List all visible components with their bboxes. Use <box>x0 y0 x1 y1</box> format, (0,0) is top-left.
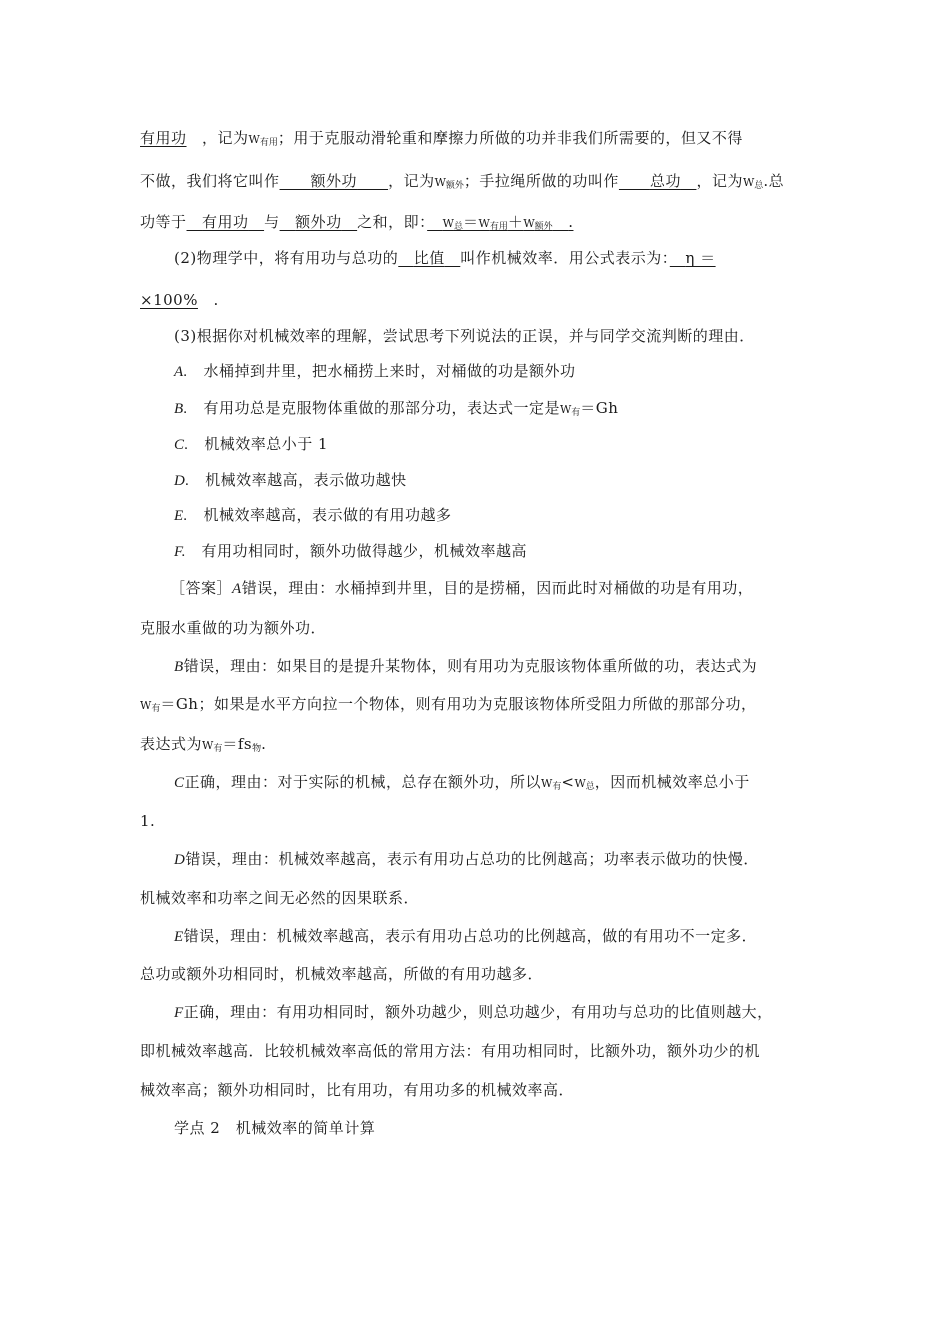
answer-b-line2: $W_有=Gh$；如果是水平方向拉一个物体，则有用功为克服该物体所受阻力所做的那部分功， <box>140 695 757 714</box>
answer-a-line2: 克服水重做的功为额外功． <box>140 619 327 637</box>
option-f: F. 有用功相同时，额外功做得越少，机械效率越高 <box>174 542 528 560</box>
text-line: ×100% . <box>140 291 219 309</box>
formula-blank: $W_总=W_{有用}+W_{额外}$ . <box>442 213 574 232</box>
answer-e-line1: E错误，理由：机械效率越高，表示有用功占总功的比例越高，做的有用功不一定多． <box>174 927 758 945</box>
option-b: B. 有用功总是克服物体重做的那部分功，表达式一定是$W_有=Gh$ <box>174 399 619 418</box>
answer-blank: 有用功 <box>140 129 187 147</box>
section-heading: 学点 2 机械效率的简单计算 <box>174 1119 376 1137</box>
answer-blank: 额外功 <box>295 213 342 231</box>
answer-blank: 总功 <box>649 172 681 190</box>
option-c: C. 机械效率总小于 1 <box>174 435 329 453</box>
formula-blank: η ＝ <box>685 249 716 267</box>
option-a: A. 水桶掉到井里，把水桶捞上来时，对桶做的功是额外功 <box>174 362 576 380</box>
answer-e-line2: 总功或额外功相同时，机械效率越高，所做的有用功越多． <box>140 965 544 983</box>
answer-a-line1: ［答案］A错误，理由：水桶掉到井里，目的是捞桶，因而此时对桶做的功是有用功， <box>170 579 754 597</box>
answer-blank: 比值 <box>413 249 445 267</box>
option-d: D. 机械效率越高，表示做功越快 <box>174 471 407 489</box>
answer-b-line1: B错误，理由：如果目的是提升某物体，则有用功为克服该物体重所做的功，表达式为 <box>174 657 758 675</box>
answer-b-line3: 表达式为$W_有=fs_物$. <box>140 735 267 754</box>
text-line: 有用功 ，记为$W_{有用}$；用于克服动滑轮重和摩擦力所做的功并非我们所需要的，但又不得 <box>140 129 743 148</box>
answer-blank: 有用功 <box>202 213 249 231</box>
question-prompt: (3)根据你对机械效率的理解，尝试思考下列说法的正误，并与同学交流判断的理由． <box>174 327 755 345</box>
text-line: 不做，我们将它叫作 额外功 ，记为$W_{额外}$；手拉绳所做的功叫作 总功 ，记为$W_总$.总 <box>140 172 785 191</box>
formula-blank: ×100% <box>140 291 198 309</box>
option-e: E. 机械效率越高，表示做的有用功越多 <box>174 506 452 524</box>
answer-f-line2: 即机械效率越高．比较机械效率高低的常用方法：有用功相同时，比额外功，额外功少的机 <box>140 1042 761 1060</box>
answer-d-line2: 机械效率和功率之间无必然的因果联系． <box>140 889 420 907</box>
answer-d-line1: D错误，理由：机械效率越高，表示有用功占总功的比例越高；功率表示做功的快慢． <box>174 850 759 868</box>
text-line: 功等于 有用功 与 额外功 之和，即： $W_总=W_{有用}+W_{额外}$ . <box>140 213 574 232</box>
answer-f-line1: F正确，理由：有用功相同时，额外功越少，则总功越少，有用功与总功的比值则越大， <box>174 1003 773 1021</box>
answer-c-line2: 1. <box>140 812 156 830</box>
answer-c-line1: C正确，理由：对于实际的机械，总存在额外功，所以$W_有<W_总$，因而机械效率总小于 <box>174 773 750 792</box>
text-line: (2)物理学中，将有用功与总功的 比值 叫作机械效率．用公式表示为： η ＝ <box>174 249 716 267</box>
answer-blank: 额外功 <box>310 172 358 190</box>
answer-f-line3: 械效率高；额外功相同时，比有用功，有用功多的机械效率高． <box>140 1081 575 1099</box>
